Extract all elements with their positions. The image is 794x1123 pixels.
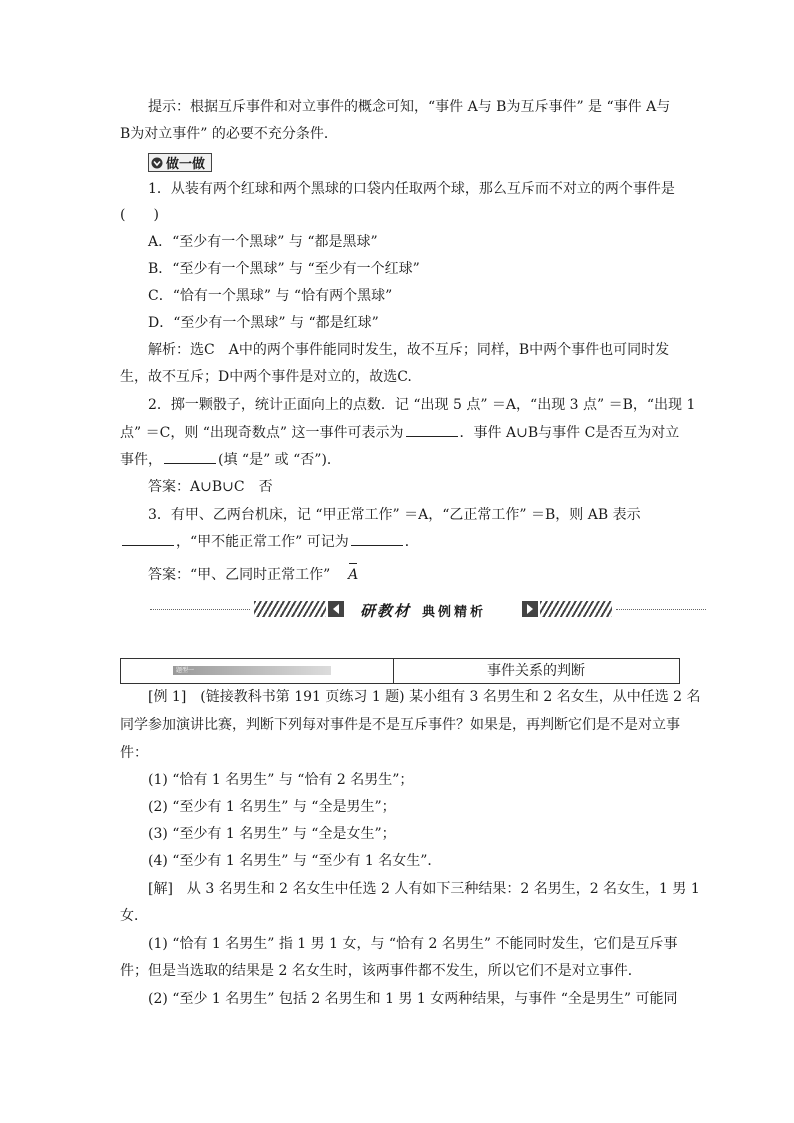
q3-line-2-text-b: ． [404,534,419,550]
topic-tag-bar [173,666,331,675]
answer-blank [351,533,403,546]
q2-line-1: 2．掷一颗骰子，统计正面向上的点数．记 “出现 5 点” ＝A，“出现 3 点” ＝B，“出现 1 [148,397,696,413]
banner-hatch-left [254,601,326,617]
q3-answer-symbol: A [348,567,359,583]
q2-answer: 答案：A∪B∪C 否 [148,479,273,495]
answer-blank [164,451,216,464]
q3-line-2 [120,533,419,551]
example-item-4: (4) “至少有 1 名男生” 与 “至少有 1 名女生”． [148,853,442,869]
q2-line-2 [120,424,679,442]
example-item-3: (3) “至少有 1 名男生” 与 “全是女生”； [148,826,396,842]
q3-line-1: 3．有甲、乙两台机床，记 “甲正常工作” ＝A，“乙正常工作” ＝B，则 AB 表示 [148,507,641,523]
topic-tag-cell [121,659,394,683]
chevron-down-icon [151,157,163,169]
example-line-1: [例 1] (链接教科书第 191 页练习 1 题) 某小组有 3 名男生和 2 名女生，从中任选 2 名 [148,689,701,705]
example-item-2: (2) “至少有 1 名男生” 与 “全是男生”； [148,799,396,815]
answer-blank [406,424,458,437]
section-banner [150,598,706,622]
q2-line-3-text-b: (填 “是” 或 “否”)． [218,452,341,468]
q3-line-2-text-a: ，“甲不能正常工作” 可记为 [176,534,349,550]
q2-line-2-text-b: ．事件 A∪B与事件 C是否互为对立 [459,425,680,441]
q1-stem-2: ( ) [120,207,159,223]
solution-p1-line-1: (1) “恰有 1 名男生” 指 1 男 1 女，与 “恰有 2 名男生” 不能同时发生，它们是互斥事 [148,936,678,952]
q1-option-a: A．“至少有一个黑球” 与 “都是黑球” [148,234,378,250]
topic-tag: 题型一 [176,667,195,674]
q3-answer-text: 答案：“甲、乙同时正常工作” [148,567,331,583]
q1-option-b: B．“至少有一个黑球” 与 “至少有一个红球” [148,261,420,277]
solution-line-1: [解] 从 3 名男生和 2 名女生中任选 2 人有如下三种结果：2 名男生，2 名女生，1 男 1 [148,881,700,897]
arrow-left-icon [328,601,344,617]
q2-line-3 [120,451,341,469]
answer-blank [122,533,174,546]
arrow-right-icon [522,601,538,617]
do-it-label [148,153,212,172]
q1-analysis-2: 生，故不互斥；D中两个事件是对立的，故选C. [120,369,412,385]
topic-title: 事件关系的判断 [487,663,585,679]
banner-hatch-right [540,601,612,617]
q1-analysis-1: 解析：选C A中的两个事件能同时发生，故不互斥；同样，B中两个事件也可同时发 [148,342,670,358]
hint-line-1: 提示：根据互斥事件和对立事件的概念可知，“事件 A与 B为互斥事件” 是 “事件 A与 [148,99,671,115]
example-item-1: (1) “恰有 1 名男生” 与 “恰有 2 名男生”； [148,772,414,788]
banner-title: 研教材 [360,602,412,620]
q2-line-2-text-a: 点” ＝C，则 “出现奇数点” 这一事件可表示为 [120,425,404,441]
banner-divider-left [150,609,250,610]
topic-header-table [120,658,680,684]
solution-p1-line-2: 件；但是当选取的结果是 2 名女生时，该两事件都不发生，所以它们不是对立事件． [120,963,642,979]
solution-p2-line-1: (2) “至少 1 名男生” 包括 2 名男生和 1 男 1 女两种结果，与事件 “全是男生” 可能同 [148,991,678,1007]
solution-line-2: 女． [120,908,148,924]
banner-subtitle: 典例精析 [422,605,487,620]
banner-divider-right [616,609,706,610]
q3-answer [148,566,358,584]
hint-line-2: B为对立事件” 的必要不充分条件． [120,126,338,142]
example-line-3: 件： [120,745,148,761]
q1-option-c: C．“恰有一个黑球” 与 “恰有两个黑球” [148,288,393,304]
q1-stem-1: 1．从装有两个红球和两个黑球的口袋内任取两个球，那么互斥而不对立的两个事件是 [148,181,675,197]
do-it-text: 做一做 [166,157,206,172]
q2-line-3-text-a: 事件， [120,452,162,468]
q1-option-d: D．“至少有一个黑球” 与 “都是红球” [148,315,379,331]
example-line-2: 同学参加演讲比赛，判断下列每对事件是不是互斥事件？如果是，再判断它们是不是对立事 [120,717,680,733]
